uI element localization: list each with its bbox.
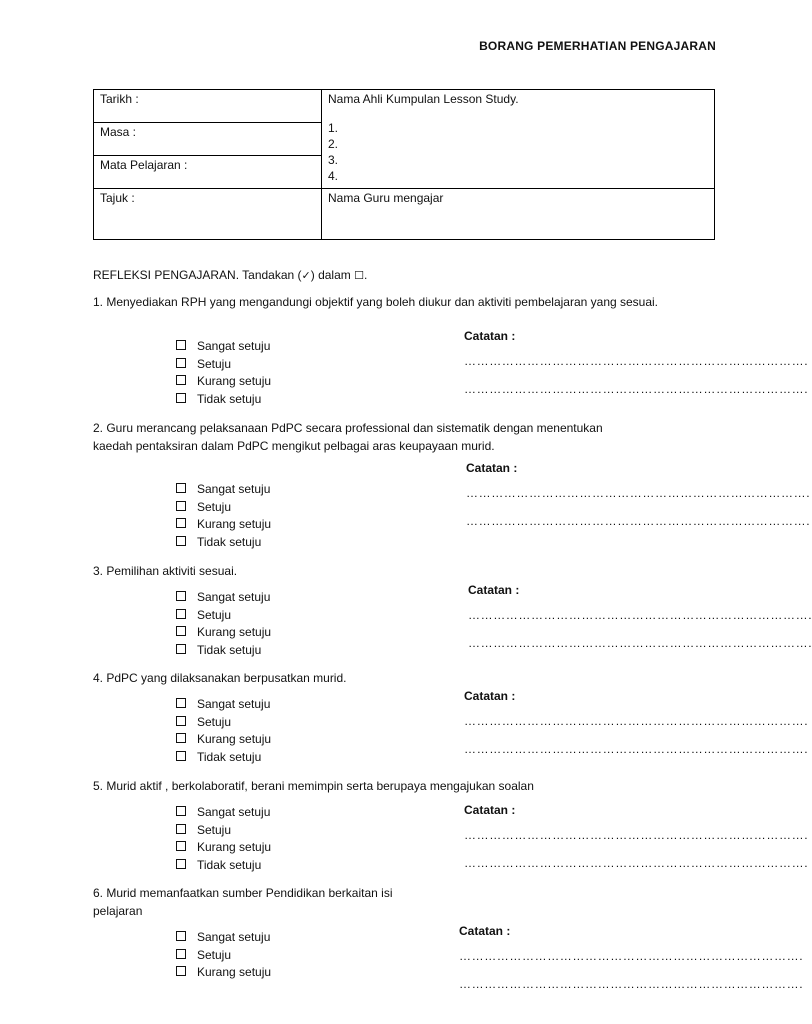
- tarikh-field[interactable]: Tarikh :: [94, 90, 322, 123]
- checkbox-icon[interactable]: [176, 609, 186, 619]
- option-setuju[interactable]: Setuju: [176, 714, 271, 732]
- checkbox-icon[interactable]: [176, 824, 186, 834]
- checkbox-icon[interactable]: [176, 375, 186, 385]
- masa-field[interactable]: Masa :: [94, 123, 322, 156]
- question-3: 3. Pemilihan aktiviti sesuai.: [93, 564, 238, 578]
- checkbox-icon[interactable]: [176, 501, 186, 511]
- option-kurang-setuju[interactable]: Kurang setuju: [176, 839, 271, 857]
- question-1-options: [176, 338, 271, 408]
- notes-line[interactable]: ……………………………………………………………………….: [468, 636, 812, 650]
- option-kurang-setuju[interactable]: Kurang setuju: [176, 516, 271, 534]
- ahli-number-4: 4.: [328, 169, 339, 183]
- checkbox-icon[interactable]: [176, 591, 186, 601]
- ahli-number-1: 1.: [328, 121, 339, 135]
- mata-pelajaran-field[interactable]: Mata Pelajaran :: [94, 156, 322, 189]
- checkbox-icon[interactable]: [176, 483, 186, 493]
- checkbox-icon[interactable]: [176, 393, 186, 403]
- notes-line[interactable]: ……………………………………………………………………….: [464, 382, 809, 396]
- info-table: [93, 89, 715, 240]
- ahli-kumpulan-label: Nama Ahli Kumpulan Lesson Study.: [328, 92, 519, 106]
- notes-label: Catatan :: [468, 583, 520, 597]
- option-setuju[interactable]: Setuju: [176, 356, 271, 374]
- checkbox-icon[interactable]: [176, 358, 186, 368]
- checkbox-icon[interactable]: [176, 518, 186, 528]
- checkbox-icon[interactable]: [176, 806, 186, 816]
- option-tidak-setuju[interactable]: Tidak setuju: [176, 857, 271, 875]
- option-setuju[interactable]: Setuju: [176, 607, 271, 625]
- guru-mengajar-field[interactable]: Nama Guru mengajar: [322, 189, 715, 240]
- document-title: BORANG PEMERHATIAN PENGAJARAN: [479, 39, 716, 53]
- notes-label: Catatan :: [459, 924, 511, 938]
- checkbox-icon[interactable]: [176, 644, 186, 654]
- notes-line[interactable]: ……………………………………………………………………….: [459, 949, 804, 963]
- notes-line[interactable]: ……………………………………………………………………….: [459, 977, 804, 991]
- checkbox-icon[interactable]: [176, 536, 186, 546]
- question-6: 6. Murid memanfaatkan sumber Pendidikan berkaitan isi pelajaran: [93, 886, 393, 918]
- checkbox-icon[interactable]: [176, 859, 186, 869]
- ahli-number-2: 2.: [328, 137, 339, 151]
- question-3-notes: [468, 583, 812, 663]
- option-tidak-setuju[interactable]: Tidak setuju: [176, 642, 271, 660]
- question-1-notes: [464, 329, 809, 409]
- option-kurang-setuju[interactable]: Kurang setuju: [176, 731, 271, 749]
- checkbox-icon[interactable]: [176, 751, 186, 761]
- notes-line[interactable]: ……………………………………………………………………….: [464, 742, 809, 756]
- notes-line[interactable]: ……………………………………………………………………….: [464, 714, 809, 728]
- checkmark-icon: ✓: [301, 269, 311, 282]
- notes-label: Catatan :: [464, 803, 516, 817]
- option-tidak-setuju[interactable]: Tidak setuju: [176, 391, 271, 409]
- option-setuju[interactable]: Setuju: [176, 947, 271, 965]
- option-kurang-setuju[interactable]: Kurang setuju: [176, 964, 271, 982]
- question-2: 2. Guru merancang pelaksanaan PdPC secara professional dan sistematik dengan menentukan kaedah pentaksiran dalam PdPC mengikut pelbagai aras keupayaan murid.: [93, 421, 603, 453]
- option-sangat-setuju[interactable]: Sangat setuju: [176, 804, 271, 822]
- question-3-options: [176, 589, 271, 659]
- question-1: 1. Menyediakan RPH yang mengandungi objektif yang boleh diukur dan aktiviti pembelajaran yang sesuai.: [93, 295, 659, 309]
- checkbox-icon[interactable]: [176, 931, 186, 941]
- checkbox-icon[interactable]: [176, 716, 186, 726]
- tajuk-field[interactable]: Tajuk :: [94, 189, 322, 240]
- ahli-number-3: 3.: [328, 153, 339, 167]
- notes-label: Catatan :: [464, 689, 516, 703]
- checkbox-icon[interactable]: [176, 949, 186, 959]
- notes-line[interactable]: ……………………………………………………………………….: [464, 856, 809, 870]
- question-6-notes: [459, 924, 804, 1004]
- notes-line[interactable]: ……………………………………………………………………….: [464, 828, 809, 842]
- option-kurang-setuju[interactable]: Kurang setuju: [176, 373, 271, 391]
- checkbox-icon[interactable]: [176, 698, 186, 708]
- question-5-notes: [464, 803, 809, 883]
- question-5-options: [176, 804, 271, 874]
- ahli-kumpulan-cell[interactable]: [322, 90, 715, 189]
- option-setuju[interactable]: Setuju: [176, 499, 271, 517]
- notes-line[interactable]: ……………………………………………………………………….: [464, 354, 809, 368]
- option-tidak-setuju[interactable]: Tidak setuju: [176, 749, 271, 767]
- checkbox-icon[interactable]: [176, 966, 186, 976]
- option-sangat-setuju[interactable]: Sangat setuju: [176, 481, 271, 499]
- option-sangat-setuju[interactable]: Sangat setuju: [176, 589, 271, 607]
- checkbox-icon[interactable]: [176, 340, 186, 350]
- option-tidak-setuju[interactable]: Tidak setuju: [176, 534, 271, 552]
- question-2-options: [176, 481, 271, 551]
- ahli-number-list: [328, 120, 708, 184]
- option-sangat-setuju[interactable]: Sangat setuju: [176, 696, 271, 714]
- option-setuju[interactable]: Setuju: [176, 822, 271, 840]
- checkbox-icon: ☐: [354, 269, 364, 282]
- question-4-notes: [464, 689, 809, 769]
- question-5: 5. Murid aktif , berkolaboratif, berani memimpin serta berupaya mengajukan soalan: [93, 779, 534, 793]
- checkbox-icon[interactable]: [176, 733, 186, 743]
- checkbox-icon[interactable]: [176, 626, 186, 636]
- notes-line[interactable]: ……………………………………………………………………….: [466, 514, 811, 528]
- question-2-notes: [466, 461, 811, 541]
- notes-line[interactable]: ……………………………………………………………………….: [468, 608, 812, 622]
- option-sangat-setuju[interactable]: Sangat setuju: [176, 929, 271, 947]
- checkbox-icon[interactable]: [176, 841, 186, 851]
- option-sangat-setuju[interactable]: Sangat setuju: [176, 338, 271, 356]
- question-6-options: [176, 929, 271, 982]
- notes-line[interactable]: ……………………………………………………………………….: [466, 486, 811, 500]
- question-4: 4. PdPC yang dilaksanakan berpusatkan murid.: [93, 671, 347, 685]
- option-kurang-setuju[interactable]: Kurang setuju: [176, 624, 271, 642]
- notes-label: Catatan :: [466, 461, 518, 475]
- question-4-options: [176, 696, 271, 766]
- notes-label: Catatan :: [464, 329, 516, 343]
- reflection-instruction: REFLEKSI PENGAJARAN. Tandakan (✓) dalam ☐.: [93, 268, 368, 282]
